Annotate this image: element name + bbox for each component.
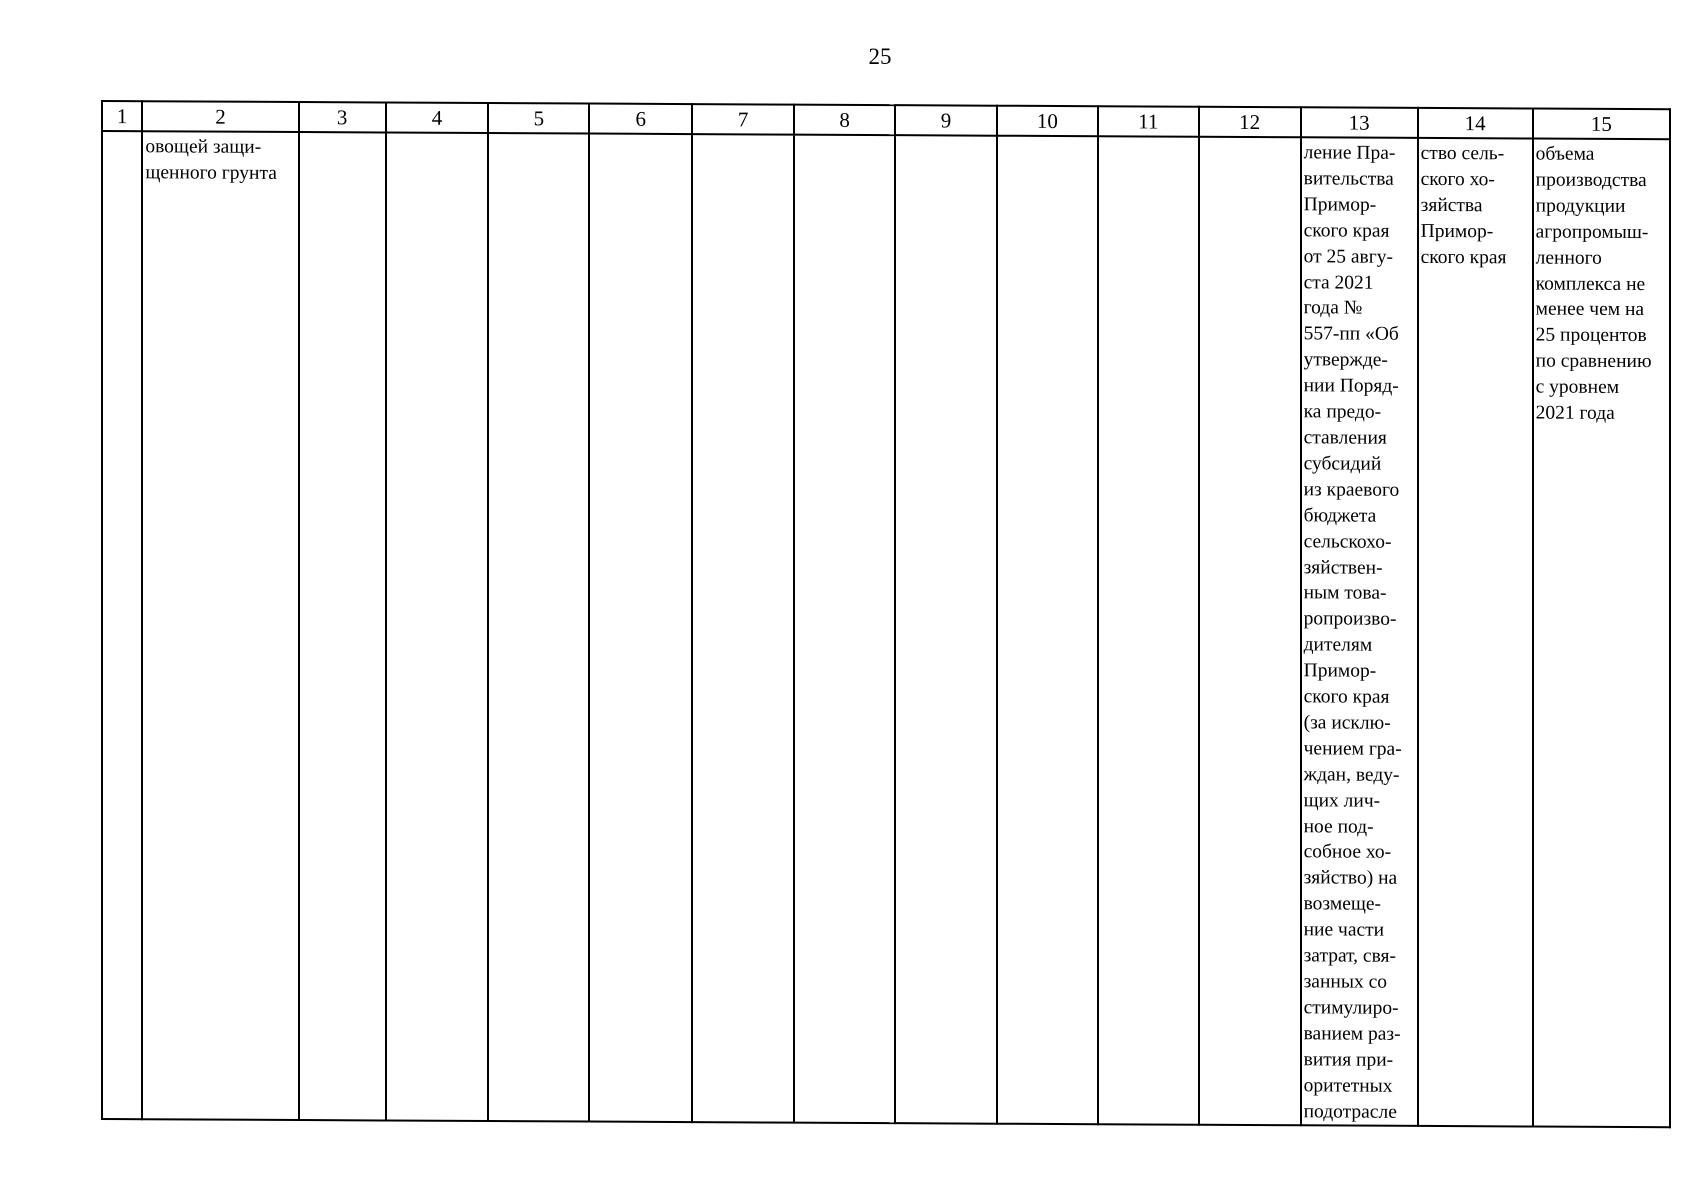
column-header-8: 8: [794, 105, 895, 136]
cell-col-3: [299, 132, 386, 1121]
cell-line: с уровнем: [1535, 376, 1620, 399]
column-header-13: 13: [1301, 107, 1418, 138]
cell-line: продукции: [1535, 195, 1626, 217]
column-header-1: 1: [102, 101, 142, 131]
cell-line: дителям: [1303, 634, 1373, 656]
cell-line: ленного: [1535, 247, 1602, 269]
cell-line: субсидий: [1303, 453, 1382, 475]
column-header-4: 4: [386, 102, 489, 133]
cell-line: ста 2021: [1303, 271, 1374, 294]
cell-line: зяйства: [1420, 194, 1483, 217]
cell-line: собное хо-: [1303, 841, 1392, 864]
cell-line: ным това-: [1303, 582, 1387, 605]
column-header-15: 15: [1533, 108, 1670, 139]
cell-line: ство сель-: [1420, 142, 1505, 165]
cell-line: ропроизво-: [1303, 608, 1397, 631]
cell-line: ное под-: [1303, 815, 1374, 838]
cell-line: нии Поряд-: [1303, 375, 1399, 397]
cell-line: стимулиро-: [1303, 997, 1399, 1019]
table-container: [101, 100, 1671, 1124]
cell-line: подотрасле: [1303, 1100, 1397, 1123]
cell-line: комплекса не: [1535, 273, 1646, 295]
cell-line: вития при-: [1303, 1049, 1394, 1071]
cell-line: чением гра-: [1303, 738, 1402, 760]
cell-line: щих лич-: [1303, 789, 1381, 812]
cell-line: от 25 авгу-: [1303, 245, 1393, 268]
data-table: [101, 100, 1671, 1129]
cell-line: ждан, веду-: [1303, 764, 1400, 786]
cell-line: Примор-: [1303, 660, 1377, 682]
cell-line: по сравнению: [1535, 350, 1652, 373]
column-header-6: 6: [589, 104, 692, 135]
cell-line: овощей защи-: [145, 136, 262, 158]
cell-line: ставления: [1303, 427, 1387, 449]
column-header-5: 5: [488, 103, 589, 134]
column-header-9: 9: [895, 105, 997, 136]
cell-line: объема: [1535, 143, 1595, 165]
cell-line: бюджета: [1303, 504, 1377, 527]
cell-line: ка предо-: [1303, 401, 1382, 423]
cell-col-1: [102, 131, 142, 1120]
cell-line: затрат, свя-: [1303, 945, 1396, 967]
cell-col-11: [1098, 136, 1199, 1125]
column-header-10: 10: [997, 106, 1098, 137]
cell-line: зяйствен-: [1303, 556, 1383, 579]
cell-line: 25 процентов: [1535, 324, 1647, 347]
cell-line: ление Пра-: [1303, 142, 1396, 164]
cell-col-2: [142, 131, 298, 1120]
cell-col-12: [1199, 137, 1301, 1126]
cell-line: занных со: [1303, 971, 1387, 993]
cell-line: ского края: [1303, 220, 1390, 242]
column-header-2: 2: [142, 101, 298, 132]
cell-line: года №: [1303, 297, 1363, 320]
cell-line: утвержде-: [1303, 349, 1388, 371]
cell-line: щенного грунта: [145, 162, 277, 184]
cell-line: ванием раз-: [1303, 1023, 1401, 1045]
cell-col-10: [997, 136, 1098, 1125]
cell-line: возмеще-: [1303, 893, 1382, 915]
page-number: 25: [868, 44, 892, 69]
cell-line: Примор-: [1303, 194, 1377, 216]
cell-col-5: [488, 133, 589, 1122]
column-header-7: 7: [692, 104, 794, 135]
cell-col-14: [1418, 138, 1533, 1127]
cell-col-15: [1533, 138, 1670, 1127]
cell-line: 557-пп «Об: [1303, 323, 1399, 346]
cell-line: (за исклю-: [1303, 712, 1391, 734]
cell-col-8: [794, 135, 895, 1124]
cell-line: производства: [1535, 169, 1647, 191]
cell-line: зяйство) на: [1303, 867, 1398, 890]
column-header-12: 12: [1199, 107, 1301, 138]
cell-line: сельскохо-: [1303, 530, 1392, 553]
cell-line: ние части: [1303, 919, 1385, 941]
cell-line: Примор-: [1420, 220, 1494, 243]
column-header-11: 11: [1098, 106, 1199, 137]
cell-col-13: [1301, 137, 1418, 1126]
cell-line: ского хо-: [1420, 168, 1495, 191]
column-header-14: 14: [1418, 108, 1533, 139]
column-header-3: 3: [299, 102, 386, 132]
cell-line: вительства: [1303, 168, 1394, 190]
table-row: [102, 131, 1670, 1128]
cell-col-4: [386, 132, 489, 1121]
cell-col-6: [589, 134, 692, 1123]
cell-line: менее чем на: [1535, 298, 1645, 321]
cell-line: ского края: [1303, 686, 1390, 708]
cell-line: агропромыш-: [1535, 221, 1649, 243]
cell-line: оритетных: [1303, 1074, 1393, 1097]
cell-line: из краевого: [1303, 479, 1400, 501]
cell-col-9: [895, 135, 997, 1124]
cell-col-7: [692, 134, 794, 1123]
cell-line: ского края: [1420, 246, 1507, 268]
cell-line: 2021 года: [1535, 402, 1615, 424]
